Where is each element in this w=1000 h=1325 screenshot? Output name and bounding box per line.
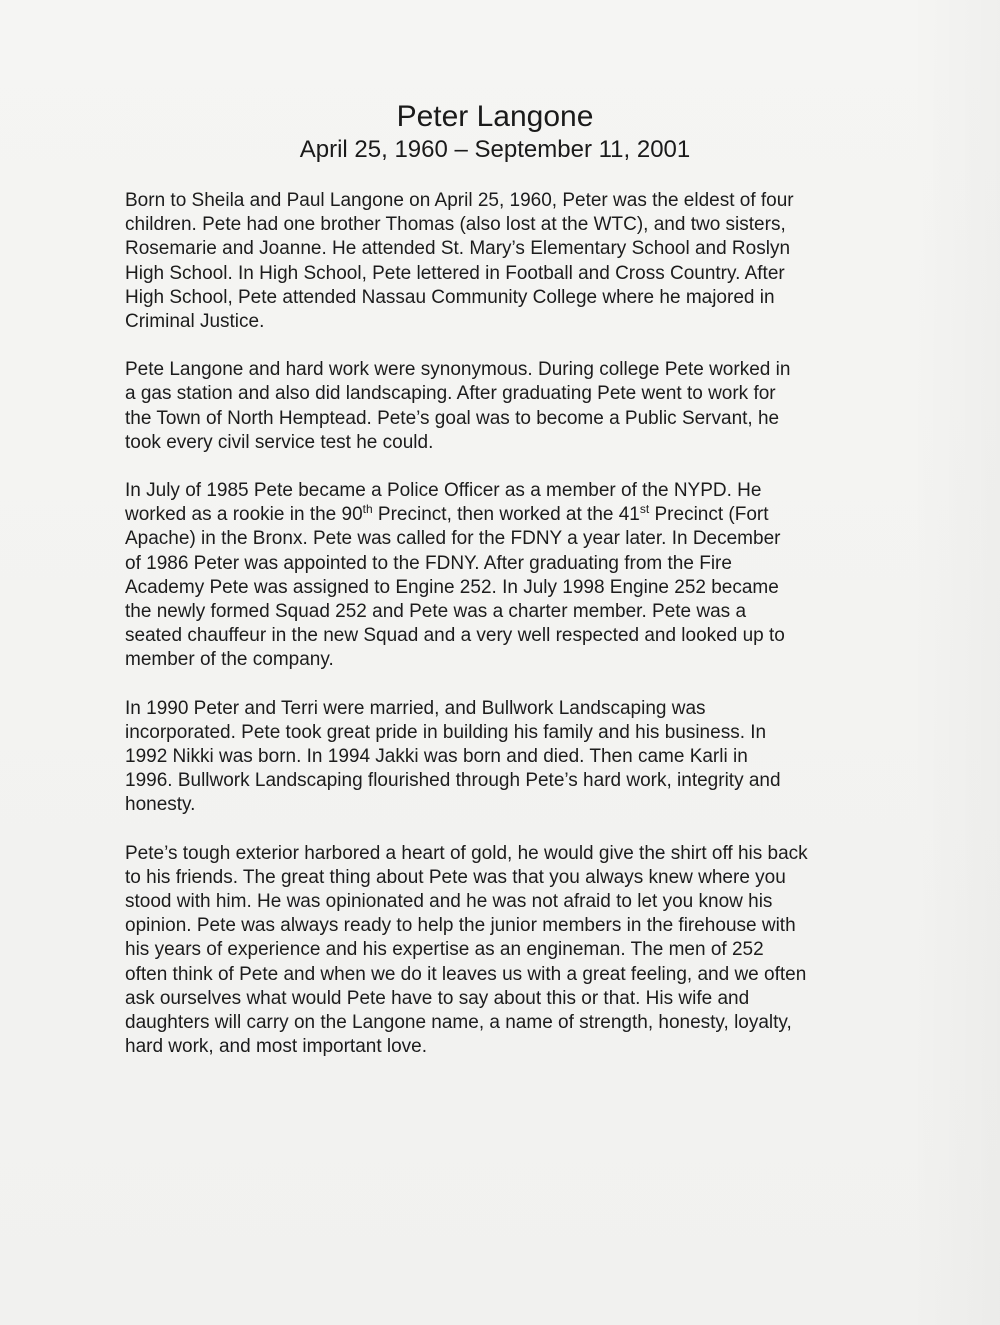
text-line: Criminal Justice. xyxy=(125,311,265,333)
text-line: Born to Sheila and Paul Langone on April 25, 1960, Peter was the eldest of four xyxy=(125,190,794,211)
text-line: took every civil service test he could. xyxy=(125,431,434,453)
superscript: th xyxy=(362,502,373,517)
text-segment: worked as a rookie in the 90 xyxy=(125,504,363,526)
paragraph-character xyxy=(125,842,885,1060)
text-line: to his friends. The great thing about Pete was that you always knew where you xyxy=(125,866,786,888)
text-line: ask ourselves what would Pete have to say about this or that. His wife and xyxy=(125,987,750,1009)
paragraph-family xyxy=(125,697,885,818)
superscript: st xyxy=(639,502,650,517)
text-line: daughters will carry on the Langone name, a name of strength, honesty, loyalty, xyxy=(125,1012,792,1034)
text-line: children. Pete had one brother Thomas (also lost at the WTC), and two sisters, xyxy=(125,214,786,236)
paragraph-early-life xyxy=(125,189,885,334)
document-title: Peter Langone xyxy=(396,100,594,133)
text-line: Pete Langone and hard work were synonymous. During college Pete worked in xyxy=(125,359,791,381)
text-line: the Town of North Hemptead. Pete’s goal was to become a Public Servant, he xyxy=(125,407,780,429)
text-line: hard work, and most important love. xyxy=(125,1036,428,1058)
text-line: In July of 1985 Pete became a Police Officer as a member of the NYPD. He xyxy=(125,480,762,502)
text-line-with-superscripts xyxy=(125,503,885,527)
text-line: the newly formed Squad 252 and Pete was a charter member. Pete was a xyxy=(125,601,747,623)
text-line: Apache) in the Bronx. Pete was called for the FDNY a year later. In December xyxy=(125,528,781,550)
header xyxy=(0,99,990,165)
text-line: opinion. Pete was always ready to help the junior members in the firehouse with xyxy=(125,915,796,937)
text-line: a gas station and also did landscaping. After graduating Pete went to work for xyxy=(125,383,776,405)
text-line: stood with him. He was opinionated and he was not afraid to let you know his xyxy=(125,891,773,913)
text-line: of 1986 Peter was appointed to the FDNY. After graduating from the Fire xyxy=(125,552,732,574)
document-body xyxy=(125,189,885,1084)
paragraph-hard-work xyxy=(125,358,885,455)
text-segment: Precinct (Fort xyxy=(649,504,769,526)
text-line: Rosemarie and Joanne. He attended St. Mary’s Elementary School and Roslyn xyxy=(125,238,791,260)
text-line: High School, Pete attended Nassau Community College where he majored in xyxy=(125,286,775,308)
text-line: High School. In High School, Pete lettered in Football and Cross Country. After xyxy=(125,262,785,284)
text-line: honesty. xyxy=(125,794,196,816)
text-line: In 1990 Peter and Terri were married, and Bullwork Landscaping was xyxy=(125,697,706,719)
text-segment: Precinct, then worked at the 41 xyxy=(372,504,640,526)
text-line: often think of Pete and when we do it leaves us with a great feeling, and we often xyxy=(125,963,807,985)
text-line: seated chauffeur in the new Squad and a very well respected and looked up to xyxy=(125,625,785,647)
text-line: incorporated. Pete took great pride in building his family and his business. In xyxy=(125,721,767,743)
text-line: his years of experience and his expertise as an engineman. The men of 252 xyxy=(125,939,764,961)
text-line: member of the company. xyxy=(125,649,334,671)
text-line: 1996. Bullwork Landscaping flourished through Pete’s hard work, integrity and xyxy=(125,770,781,792)
paragraph-career xyxy=(125,479,885,673)
document-dates: April 25, 1960 – September 11, 2001 xyxy=(299,136,691,163)
text-line: Pete’s tough exterior harbored a heart of gold, he would give the shirt off his back xyxy=(125,842,808,864)
text-line: Academy Pete was assigned to Engine 252. In July 1998 Engine 252 became xyxy=(125,576,779,598)
text-line: 1992 Nikki was born. In 1994 Jakki was born and died. Then came Karli in xyxy=(125,746,748,768)
